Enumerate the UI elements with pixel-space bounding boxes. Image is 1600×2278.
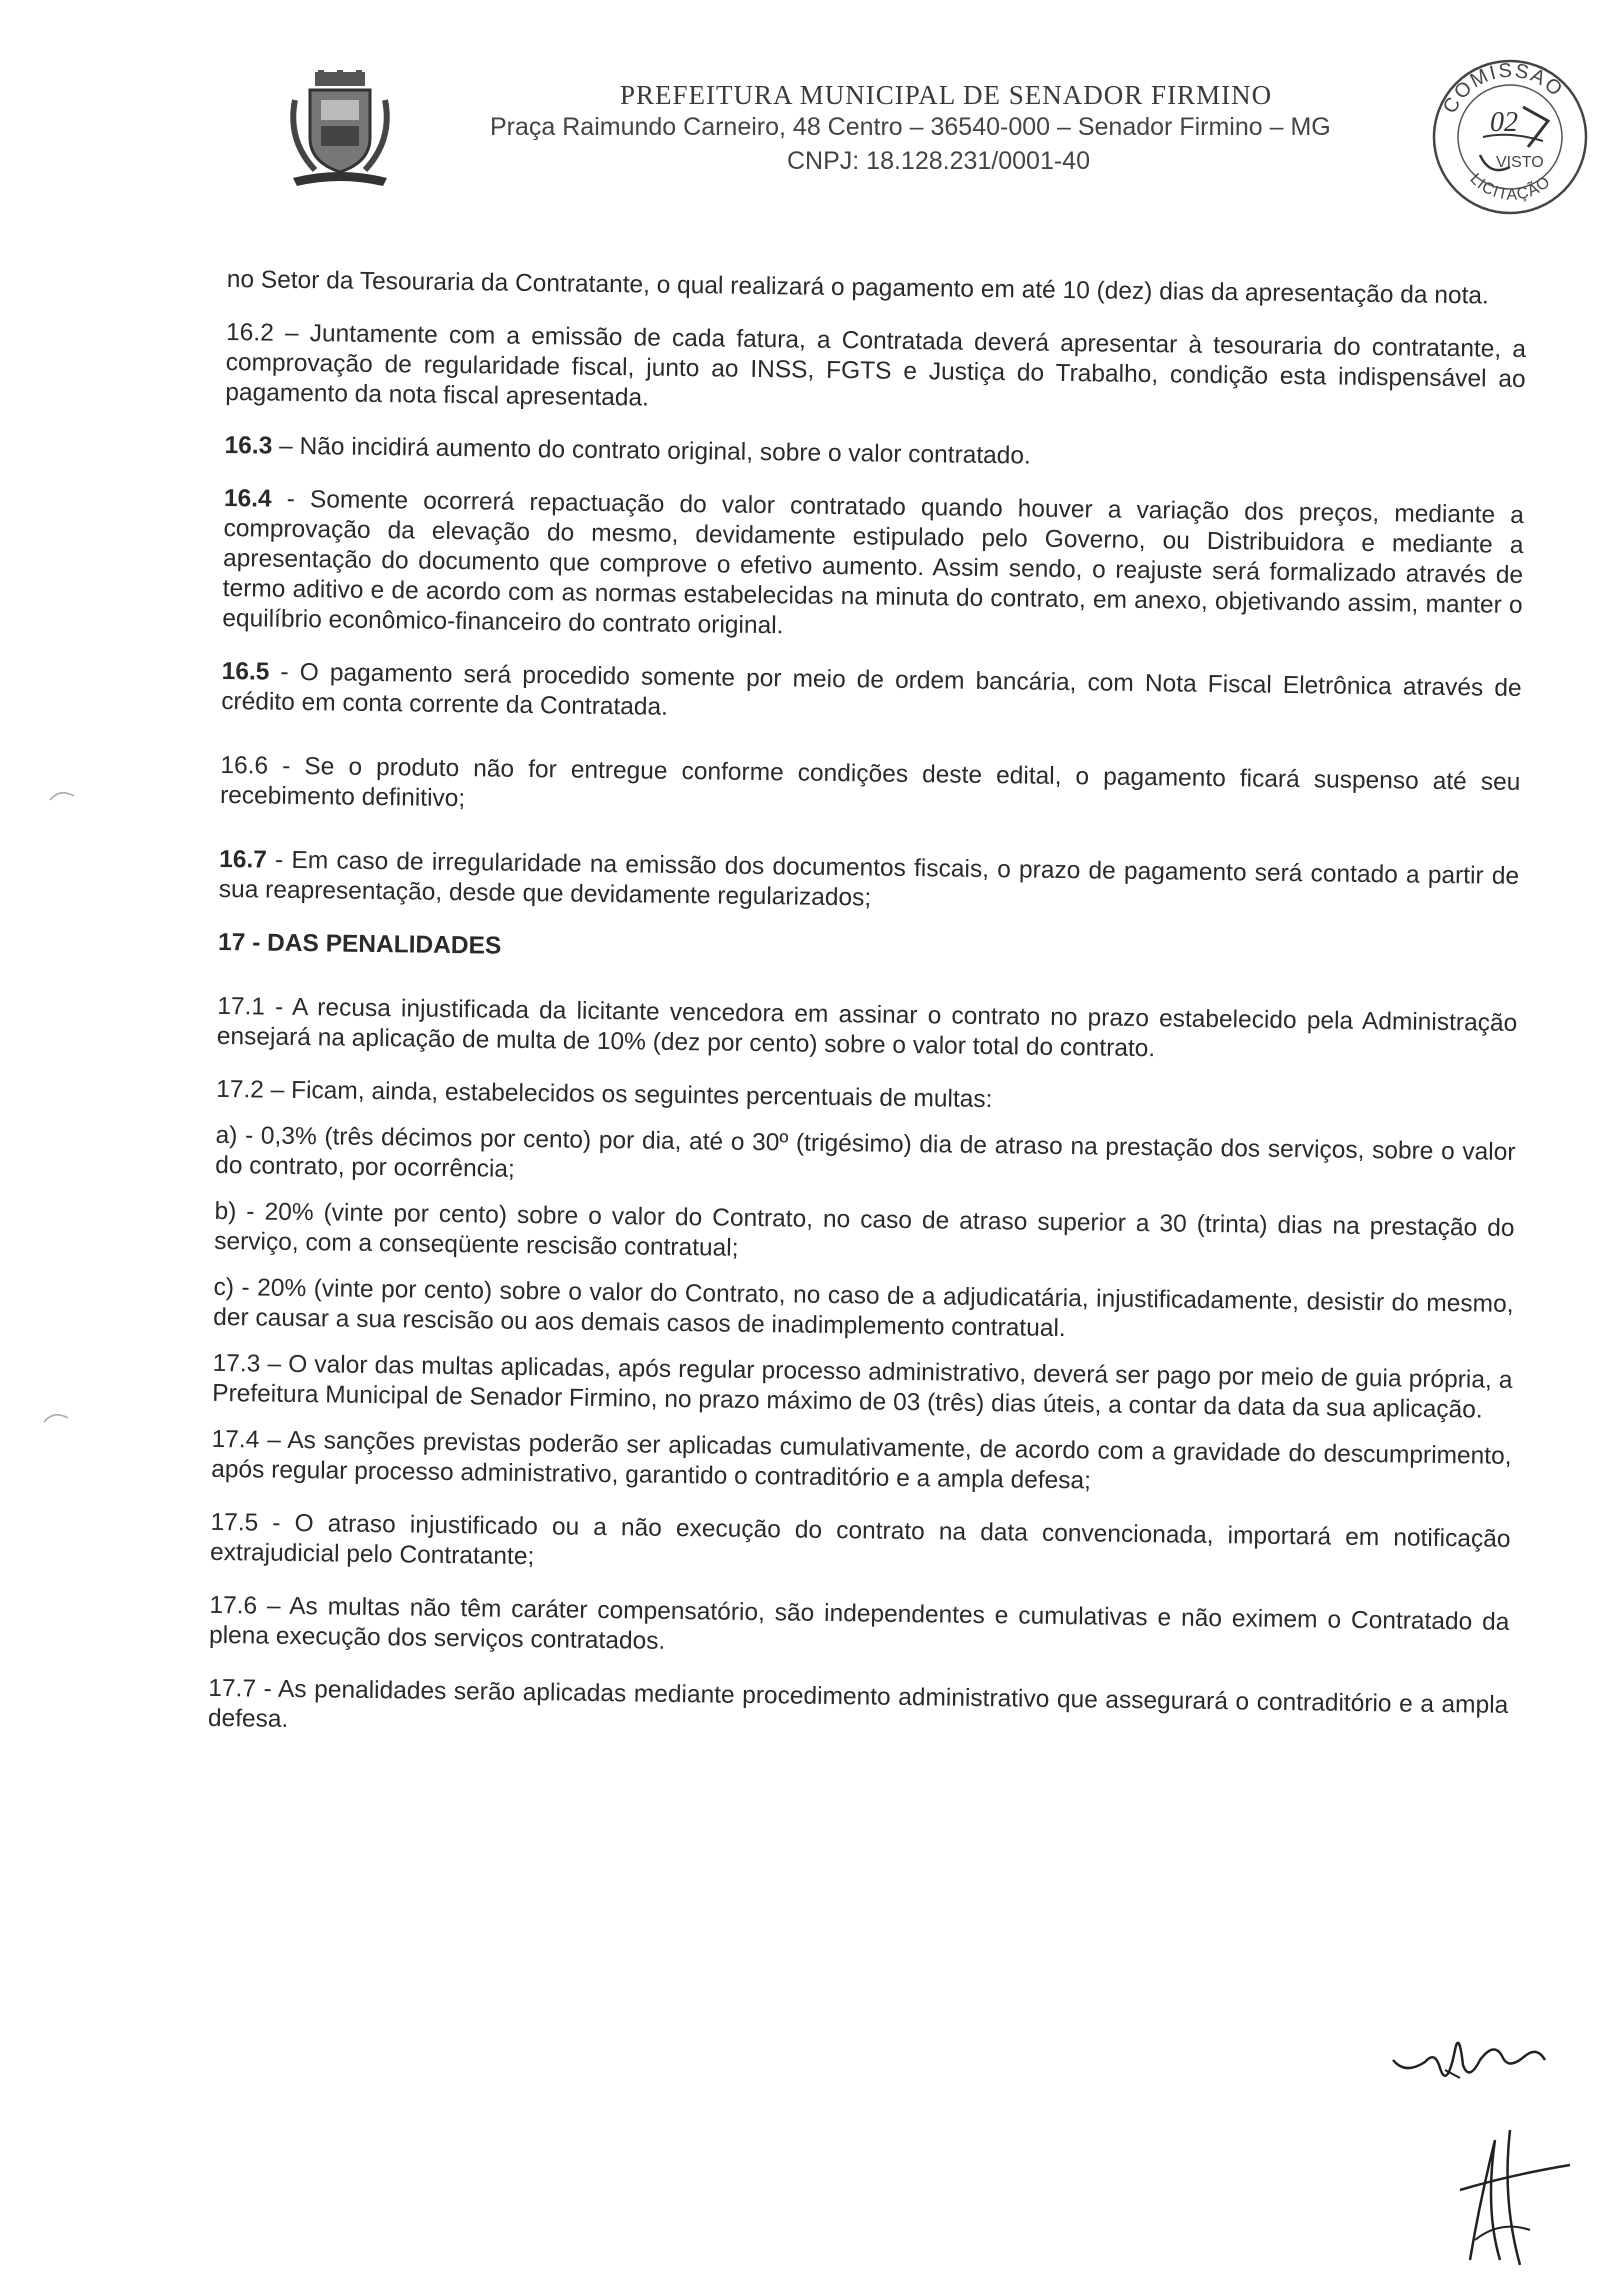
paragraph-17-4: 17.4 – As sanções previstas poderão ser aplicadas cumulativamente, de acordo com a gravidade do descumprimento, após regular processo administrativo, garantido o contraditório e a ampla defesa; <box>211 1425 1512 1495</box>
margin-mark <box>42 1410 70 1424</box>
document-body <box>207 265 1526 1774</box>
paragraph-17-1: 17.1 - A recusa injustificada da licitante vencedora em assinar o contrato no prazo estabelecido pela Administração ensejará na aplicação de multa de 10% (dez por cento) sobre o valor total do contrato. <box>216 992 1518 1063</box>
svg-text:LICITAÇÃO <box>1466 170 1554 203</box>
stamp-bottom-text: LICITAÇÃO <box>1466 170 1555 204</box>
stamp-top-text: COMISSÃO <box>1438 59 1568 118</box>
paragraph-17-2-c: c) - 20% (vinte por cento) sobre o valor do Contrato, no caso de a adjudicatária, injustificadamente, desistir do mesmo, der causar a sua rescisão ou aos demais casos de inadimplemento contratual. <box>213 1273 1514 1343</box>
header-address: Praça Raimundo Carneiro, 48 Centro – 36540-000 – Senador Firmino – MG <box>490 113 1331 141</box>
paragraph-16-1-cont: no Setor da Tesouraria da Contratante, o qual realizará o pagamento em até 10 (dez) dias da apresentação da nota. <box>226 265 1490 310</box>
paragraph-17-2-b: b) - 20% (vinte por cento) sobre o valor do Contrato, no caso de atraso superior a 30 (trinta) dias na prestação do serviço, com a conseqüente rescisão contratual; <box>214 1197 1515 1262</box>
coat-of-arms-icon <box>285 70 395 188</box>
paragraph-17-3: 17.3 – O valor das multas aplicadas, após regular processo administrativo, deverá ser pago por meio de guia própria, a Prefeitura Municipal de Senador Firmino, no prazo máximo de 03 (três) dias úteis, a contar da data da sua aplicação. <box>212 1349 1513 1424</box>
paragraph-17-2-a: a) - 0,3% (três décimos por cento) por dia, até o 30º (trigésimo) dia de atraso na prestação dos serviços, sobre o valor do contrato, por ocorrência; <box>215 1121 1516 1183</box>
paragraph-17-7: 17.7 - As penalidades serão aplicadas mediante procedimento administrativo que assegurará o contraditório e a ampla defesa. <box>207 1674 1509 1733</box>
paragraph-17-5: 17.5 - O atraso injustificado ou a não execução do contrato na data convencionada, importará em notificação extrajudicial pelo Contratante; <box>209 1508 1511 1571</box>
paragraph-16-5: 16.5 - O pagamento será procedido somente por meio de ordem bancária, com Nota Fiscal Eletrônica através de crédito em conta corrente da Contratada. <box>221 657 1522 721</box>
stamp-mark-text: VISTO <box>1496 154 1544 171</box>
header-cnpj: CNPJ: 18.128.231/0001-40 <box>787 147 1090 175</box>
signature-rubric <box>1440 2120 1580 2270</box>
signature-initials <box>1385 2020 1555 2100</box>
header-title: PREFEITURA MUNICIPAL DE SENADOR FIRMINO <box>620 80 1273 110</box>
margin-mark <box>48 788 76 802</box>
paragraph-16-4: 16.4 - Somente ocorrerá repactuação do valor contratado quando houver a variação dos preços, mediante a comprovação da elevação do mesmo, devidamente estipulado pelo Governo, ou Distribuidora e mediante a apresentação do documento que comprove o efetivo aumento. Assim sendo, o reajuste será formalizado através de termo aditivo e de acordo com as normas estabelecidas na minuta do contrato, em anexo, objetivando assim, manter o equilíbrio econômico-financeiro do contrato original. <box>222 484 1525 640</box>
stamp-page-number: 02 <box>1490 107 1518 138</box>
paragraph-16-7: 16.7 - Em caso de irregularidade na emissão dos documentos fiscais, o prazo de pagamento será contado a partir de sua reapresentação, desde que devidamente regularizados; <box>218 845 1520 912</box>
paragraph-17-6: 17.6 – As multas não têm caráter compensatório, são independentes e cumulativas e não eximem o Contratado da plena execução dos serviços contratados. <box>208 1591 1510 1655</box>
paragraph-16-2: 16.2 – Juntamente com a emissão de cada fatura, a Contratada deverá apresentar à tesouraria do contratante, a comprovação de regularidade fiscal, junto ao INSS, FGTS e Justiça do Trabalho, condição esta indispensável ao pagamento da nota fiscal apresentada. <box>225 318 1527 412</box>
paragraph-16-6: 16.6 - Se o produto não for entregue conforme condições deste edital, o pagamento ficará suspenso até seu recebimento definitivo; <box>219 751 1521 813</box>
paragraph-17-2: 17.2 – Ficam, ainda, estabelecidos os seguintes percentuais de multas: <box>216 1075 993 1114</box>
commission-stamp <box>1428 55 1593 220</box>
section-heading: 17 - DAS PENALIDADES <box>217 928 502 960</box>
paragraph-16-3: 16.3 – Não incidirá aumento do contrato original, sobre o valor contratado. <box>224 431 1032 470</box>
